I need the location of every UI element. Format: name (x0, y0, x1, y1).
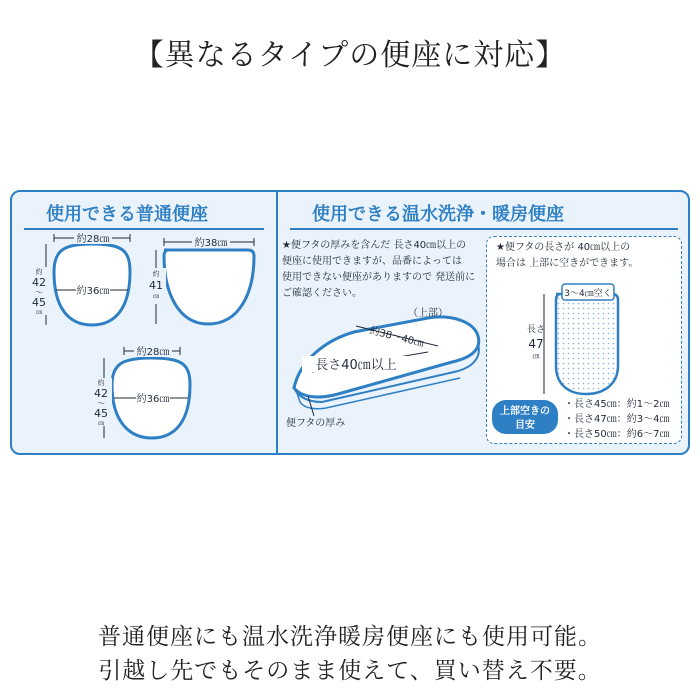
fig1-length-unit: ㎝ (35, 309, 43, 316)
thickness-note-line-1: ★便フタの厚みを含んだ 長さ40㎝以上の (282, 240, 467, 251)
gap-guide-list (564, 397, 669, 442)
fig2-length-unit: ㎝ (152, 293, 160, 300)
lid-length-label-c: ㎝ (532, 352, 540, 360)
gap-guide-row: ・長さ47㎝：約3〜4㎝ (564, 414, 670, 425)
oval-seat-2 (92, 345, 190, 438)
elongated-seat (146, 236, 254, 324)
fig1-length-prefix: 約 (35, 268, 43, 276)
washlet-seat-heading: 使用できる温水洗浄・暖房便座 (312, 204, 564, 225)
lid-gap-note-line-2: 場合は 上部に空きができます。 (496, 258, 639, 269)
compatibility-panel (10, 190, 690, 455)
lid-gap-note-line-1: ★便フタの長さが 40㎝以上の (496, 242, 631, 253)
thickness-note-line-4: ご確認ください。 (282, 288, 362, 299)
fig3-length-prefix: 約 (97, 379, 105, 387)
lid-length-label-b: 47 (528, 337, 544, 351)
page-title: 【異なるタイプの便座に対応】 (133, 38, 567, 73)
fig3-top-width: 約28㎝ (136, 347, 170, 358)
gap-guide-row: ・長さ45㎝：約1〜2㎝ (564, 399, 670, 410)
fig3-length-a: 42 (94, 387, 108, 400)
seat-width-label: 約38〜40㎝ (368, 325, 425, 350)
washlet-seat-heading-line (290, 228, 678, 230)
fig1-length-b: 45 (32, 296, 46, 309)
bottom-text-line-1: 普通便座にも温水洗浄暖房便座にも使用可能。 (98, 624, 602, 650)
badge-line-2: 目安 (515, 420, 535, 431)
lid-thickness-label: 便フタの厚み (286, 418, 346, 429)
fig1-length-tilde: 〜 (35, 288, 43, 297)
standard-seat-figures (12, 192, 276, 457)
lid-length-label-a: 長さ (526, 325, 546, 335)
gap-label: 3〜4㎝空く (564, 289, 612, 299)
fig3-width: 約36㎝ (136, 394, 170, 405)
seat-top-label: （上部） (408, 308, 448, 319)
thickness-note-line-2: 便座に使用できますが、品番によっては (282, 256, 462, 267)
fig2-length-prefix: 約 (152, 270, 160, 278)
fig1-width: 約36㎝ (76, 286, 110, 297)
fig2-length: 41 (149, 279, 163, 292)
standard-seat-heading: 使用できる普通便座 (46, 204, 208, 225)
fig1-length-a: 42 (32, 276, 46, 289)
oval-seat-1 (30, 232, 130, 325)
badge-line-1: 上部空きの (500, 406, 550, 417)
fig1-top-width: 約28㎝ (76, 234, 110, 245)
fig3-length-tilde: 〜 (97, 399, 105, 408)
fig2-top-width: 約38㎝ (194, 238, 228, 249)
fig3-length-b: 45 (94, 407, 108, 420)
seat-length-label: 長さ40㎝以上 (315, 358, 397, 373)
thickness-note-line-3: 使用できない便座がありますので 発送前に (282, 272, 476, 283)
washlet-seat-figure (278, 292, 493, 452)
bottom-text-line-2: 引越し先でもそのまま使えて、買い替え不要。 (98, 658, 602, 684)
gap-guide-row: ・長さ50㎝：約6〜7㎝ (564, 429, 670, 440)
fig3-length-unit: ㎝ (97, 420, 105, 427)
